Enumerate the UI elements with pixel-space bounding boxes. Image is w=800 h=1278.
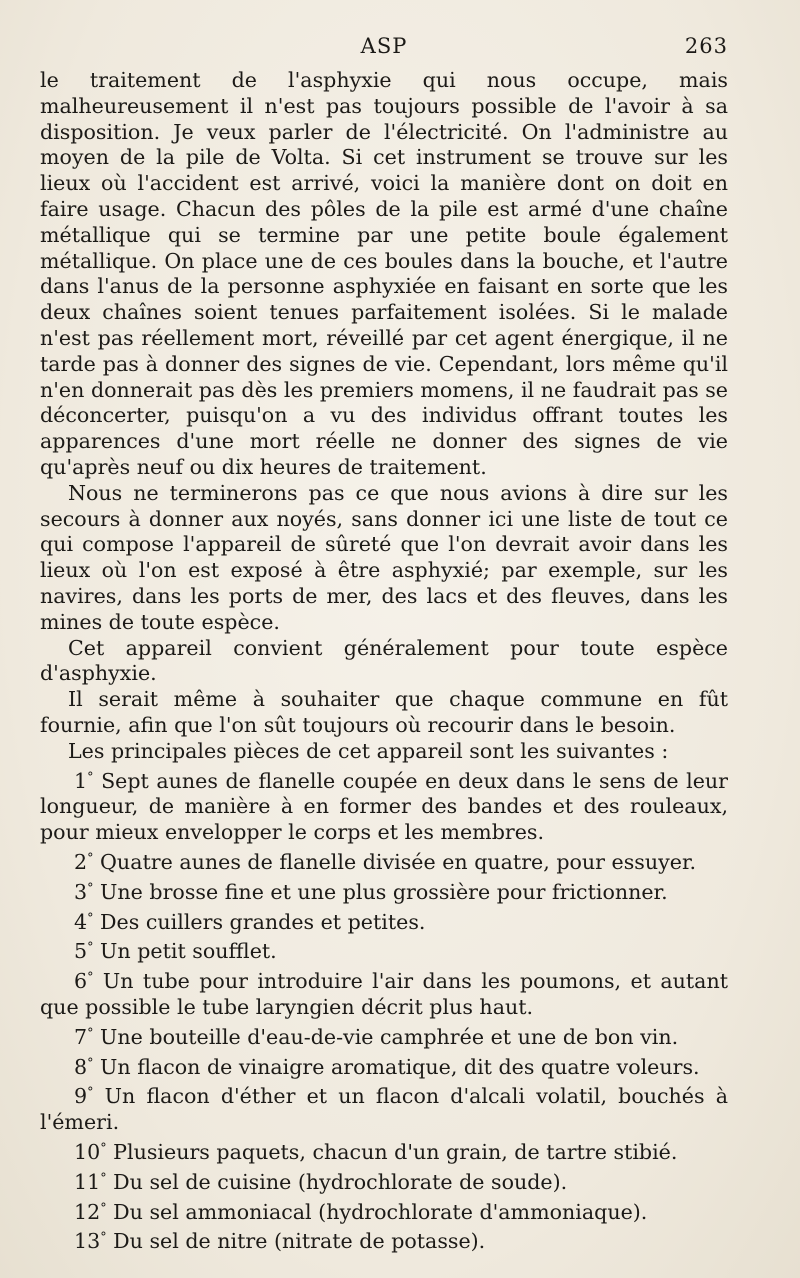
list-item <box>40 846 728 876</box>
page-number: 263 <box>684 34 728 58</box>
list-item <box>40 765 728 846</box>
degree-mark: ° <box>87 850 94 866</box>
list-item <box>40 1051 728 1081</box>
list-item <box>40 1166 728 1196</box>
list-item <box>40 876 728 906</box>
list-item <box>40 965 728 1021</box>
item-text: Quatre aunes de flanelle divisée en quatre, pour essuyer. <box>100 849 697 874</box>
item-text: Un flacon d'éther et un flacon d'alcali volatil, bouchés à l'émeri. <box>40 1084 729 1135</box>
degree-mark: ° <box>100 1230 107 1246</box>
paragraph-commune-wish: Il serait même à souhaiter que chaque commune en fût fournie, afin que l'on sût toujours où recourir dans le besoin. <box>40 687 728 737</box>
degree-mark: ° <box>87 769 94 785</box>
degree-mark: ° <box>87 1085 94 1101</box>
item-text: Du sel ammoniacal (hydrochlorate d'ammoniaque). <box>113 1199 648 1224</box>
item-text: Un petit soufflet. <box>100 939 277 964</box>
item-text: Sept aunes de flanelle coupée en deux dans le sens de leur longueur, de manière à en former des bandes et des rouleaux, pour mieux envelopper le corps et les membres. <box>40 768 729 845</box>
paragraph-apparatus-general: Cet appareil convient généralement pour toute espèce d'asphyxie. <box>40 635 728 686</box>
item-text: Plusieurs paquets, chacun d'un grain, de tartre stibié. <box>113 1140 678 1165</box>
list-item <box>40 906 728 936</box>
item-text: Une brosse fine et une plus grossière pour frictionner. <box>100 879 668 904</box>
item-number: 12 <box>74 1199 101 1224</box>
item-number: 2 <box>74 849 88 874</box>
list-item <box>40 1225 728 1255</box>
list-item <box>40 1136 728 1166</box>
item-text: Un tube pour introduire l'air dans les poumons, et autant que possible le tube laryngien décrit plus haut. <box>40 969 728 1019</box>
item-number: 9 <box>74 1084 88 1109</box>
item-number: 13 <box>74 1229 101 1254</box>
list-item <box>40 1021 728 1051</box>
apparatus-item-list <box>40 765 728 1256</box>
item-text: Une bouteille d'eau-de-vie camphrée et une de bon vin. <box>100 1024 679 1049</box>
item-number: 10 <box>74 1140 101 1165</box>
degree-mark: ° <box>100 1200 107 1216</box>
list-item <box>40 1080 728 1136</box>
item-text: Du sel de nitre (nitrate de potasse). <box>113 1229 486 1254</box>
degree-mark: ° <box>87 880 94 896</box>
page-body <box>40 68 728 1255</box>
list-item <box>40 1196 728 1226</box>
degree-mark: ° <box>87 910 94 926</box>
degree-mark: ° <box>87 940 94 956</box>
degree-mark: ° <box>87 1025 94 1041</box>
item-text: Des cuillers grandes et petites. <box>100 909 426 934</box>
item-text: Du sel de cuisine (hydrochlorate de soude). <box>113 1169 568 1194</box>
degree-mark: ° <box>100 1170 107 1186</box>
degree-mark: ° <box>87 1055 94 1071</box>
item-number: 8 <box>74 1054 88 1079</box>
item-text: Un flacon de vinaigre aromatique, dit des quatre voleurs. <box>100 1054 700 1079</box>
header-title: ASP <box>360 34 408 58</box>
running-header <box>40 30 728 68</box>
degree-mark: ° <box>87 970 94 986</box>
item-number: 11 <box>74 1169 101 1194</box>
item-number: 7 <box>74 1024 88 1049</box>
item-number: 5 <box>74 939 88 964</box>
list-item <box>40 935 728 965</box>
item-number: 3 <box>74 879 88 904</box>
degree-mark: ° <box>100 1141 107 1157</box>
item-number: 6 <box>74 969 88 994</box>
paragraph-rescue-list-intro: Nous ne terminerons pas ce que nous avions à dire sur les secours à donner aux noyés, sans donner ici une liste de tout ce qui compose l'appareil de sûreté que l'on devrait avoir dans les lieux où l'on est exposé à être asphyxié; par exemple, sur les navires, dans les ports de mer, des lacs et des fleuves, dans les mines de toute espèce. <box>40 480 728 634</box>
paragraph-main-pieces: Les principales pièces de cet appareil sont les suivantes : <box>68 738 669 763</box>
paragraph-continuation: le traitement de l'asphyxie qui nous occupe, mais malheureusement il n'est pas toujours possible de l'avoir à sa disposition. Je veux parler de l'électricité. On l'administre au moyen de la pile de Volta. Si cet instrument se trouve sur les lieux où l'accident est arrivé, voici la manière dont on doit en faire usage. Chacun des pôles de la pile est armé d'une chaîne métallique qui se termine par une petite boule également métallique. On place une de ces boules dans la bouche, et l'autre dans l'anus de la personne asphyxiée en faisant en sorte que les deux chaînes soient tenues parfaitement isolées. Si le malade n'est pas réellement mort, réveillé par cet agent énergique, il ne tarde pas à donner des signes de vie. Cependant, lors même qu'il n'en donnerait pas dès les premiers momens, il ne faudrait pas se déconcerter, puisqu'on a vu des individus offrant toutes les apparences d'une mort réelle ne donner des signes de vie qu'après neuf ou dix heures de traitement. <box>40 68 728 479</box>
item-number: 4 <box>74 909 88 934</box>
item-number: 1 <box>74 768 88 793</box>
